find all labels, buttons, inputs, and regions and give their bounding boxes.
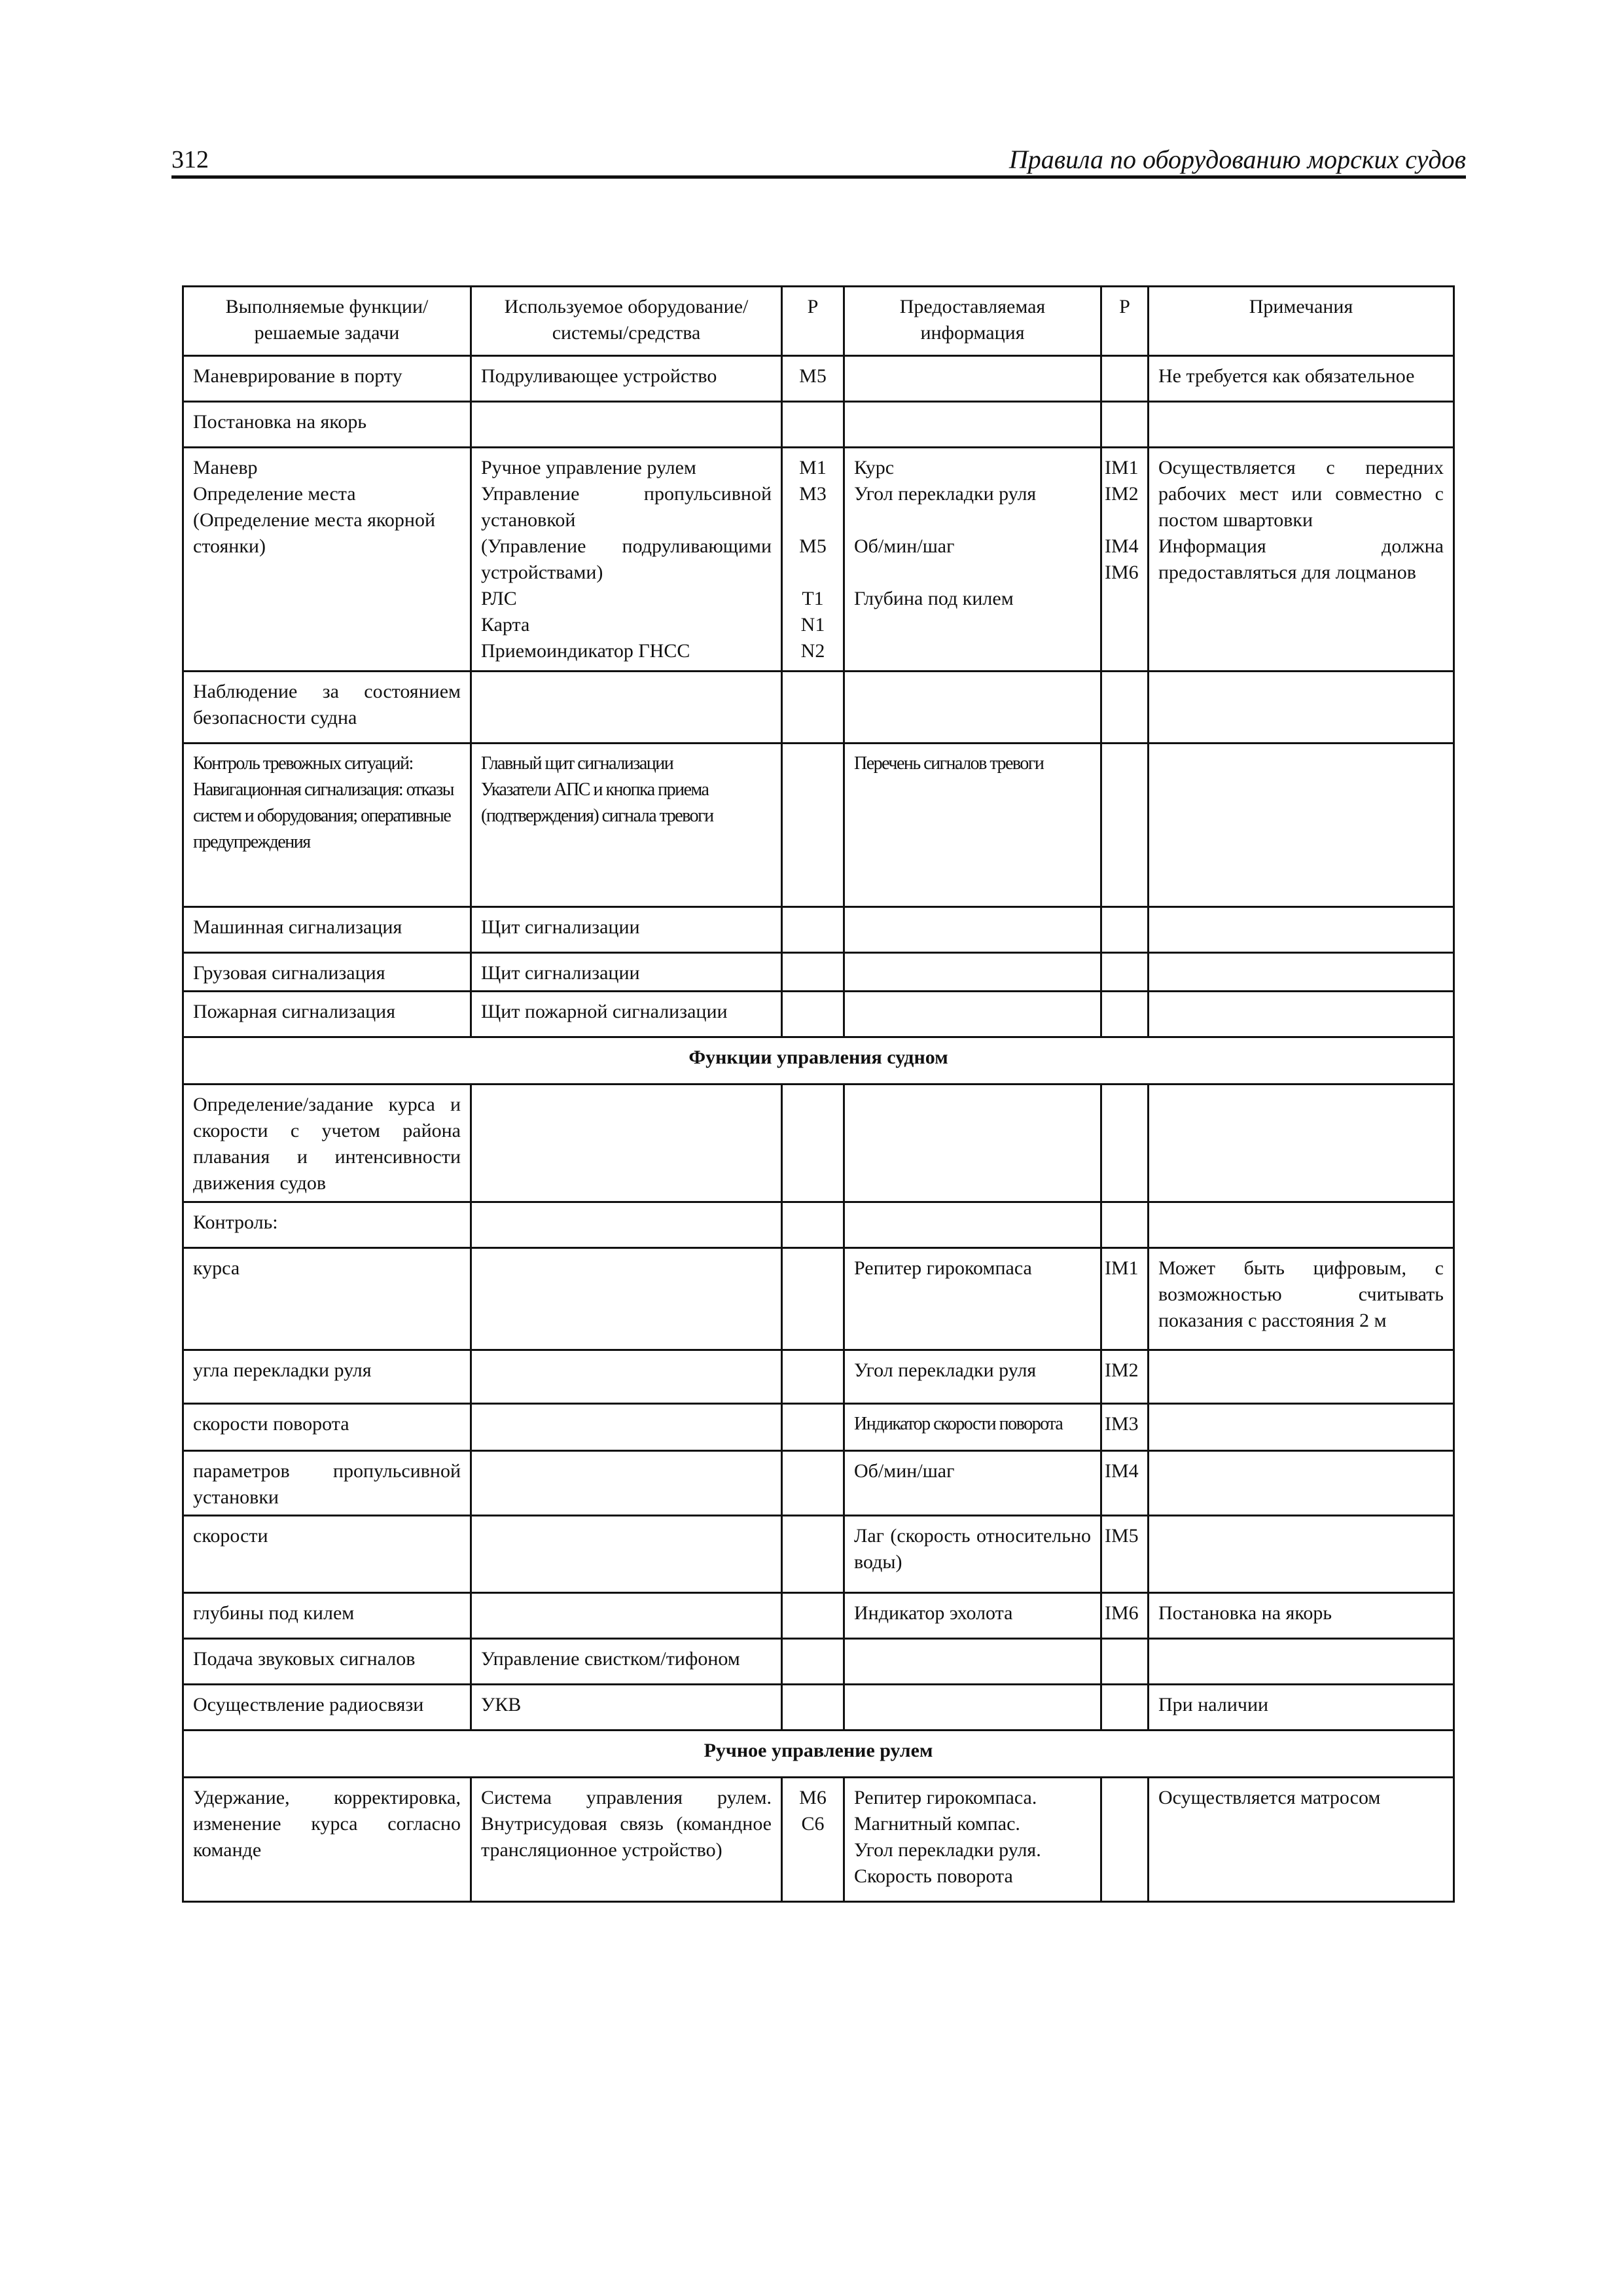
header-information: Предоставляемая информация xyxy=(844,287,1101,356)
table-row xyxy=(183,672,1454,744)
cell-p2 xyxy=(1101,992,1149,1037)
cell-notes: Может быть цифровым, с возможностью считывать показания с расстояния 2 м xyxy=(1149,1248,1454,1350)
table-header-row xyxy=(183,287,1454,356)
cell-equipment: Щит сигнализации xyxy=(471,953,782,992)
cell-equipment: Главный щит сигнализации Указатели АПС и кнопка приема (подтверждения) сигнала тревоги xyxy=(471,744,782,907)
cell-p1: M5 xyxy=(782,356,844,402)
cell-p1 xyxy=(782,1404,844,1451)
cell-notes xyxy=(1149,907,1454,953)
cell-information xyxy=(844,1685,1101,1731)
cell-equipment xyxy=(471,1202,782,1248)
cell-p2: IM6 xyxy=(1101,1593,1149,1639)
cell-information: Курс Угол перекладки руля Об/мин/шаг Глубина под килем xyxy=(844,448,1101,672)
table-row xyxy=(183,1404,1454,1451)
cell-information xyxy=(844,402,1101,448)
cell-p1 xyxy=(782,1685,844,1731)
cell-information xyxy=(844,1085,1101,1202)
cell-function: Маневрирование в порту xyxy=(183,356,471,402)
cell-function: Постановка на якорь xyxy=(183,402,471,448)
cell-p1 xyxy=(782,1202,844,1248)
cell-p2 xyxy=(1101,402,1149,448)
cell-p2: IM1 xyxy=(1101,1248,1149,1350)
cell-equipment: УКВ xyxy=(471,1685,782,1731)
cell-p1 xyxy=(782,907,844,953)
cell-notes xyxy=(1149,1516,1454,1593)
cell-equipment: Подруливающее устройство xyxy=(471,356,782,402)
cell-p2 xyxy=(1101,356,1149,402)
cell-p2: IM4 xyxy=(1101,1451,1149,1516)
cell-notes xyxy=(1149,992,1454,1037)
table-row xyxy=(183,1085,1454,1202)
header-p1: P xyxy=(782,287,844,356)
cell-function: Контроль: xyxy=(183,1202,471,1248)
cell-equipment xyxy=(471,1404,782,1451)
cell-function: Машинная сигнализация xyxy=(183,907,471,953)
cell-function: курса xyxy=(183,1248,471,1350)
cell-equipment xyxy=(471,1451,782,1516)
cell-equipment: Система управления рулем. Внутрисудовая связь (командное трансляционное устройство) xyxy=(471,1778,782,1902)
table-row xyxy=(183,356,1454,402)
table-row xyxy=(183,1778,1454,1902)
cell-equipment xyxy=(471,402,782,448)
cell-function: Контроль тревожных ситуаций: Навигационная сигнализация: отказы систем и оборудования; оперативные предупреждения xyxy=(183,744,471,907)
cell-notes xyxy=(1149,1350,1454,1404)
cell-function: Маневр Определение места (Определение места якорной стоянки) xyxy=(183,448,471,672)
running-title: Правила по оборудованию морских судов xyxy=(1008,145,1466,174)
cell-notes xyxy=(1149,953,1454,992)
table-row xyxy=(183,907,1454,953)
cell-information: Об/мин/шаг xyxy=(844,1451,1101,1516)
section-title-vessel-control: Функции управления судном xyxy=(183,1037,1454,1085)
cell-p2 xyxy=(1101,907,1149,953)
cell-function: Подача звуковых сигналов xyxy=(183,1639,471,1685)
cell-information xyxy=(844,1202,1101,1248)
cell-p1 xyxy=(782,744,844,907)
section-title-manual-steering: Ручное управление рулем xyxy=(183,1731,1454,1778)
cell-information xyxy=(844,1639,1101,1685)
cell-notes xyxy=(1149,1451,1454,1516)
cell-notes xyxy=(1149,1085,1454,1202)
cell-p1: M1 M3 M5 T1 N1 N2 xyxy=(782,448,844,672)
cell-p2 xyxy=(1101,1685,1149,1731)
cell-p2: IM1 IM2 IM4 IM6 xyxy=(1101,448,1149,672)
cell-notes: Осуществляется матросом xyxy=(1149,1778,1454,1902)
page-header xyxy=(171,145,1466,178)
cell-equipment: Управление свистком/тифоном xyxy=(471,1639,782,1685)
cell-equipment xyxy=(471,1516,782,1593)
cell-notes: Не требуется как обязательное xyxy=(1149,356,1454,402)
cell-p2: IM3 xyxy=(1101,1404,1149,1451)
cell-notes: При наличии xyxy=(1149,1685,1454,1731)
table-row xyxy=(183,1451,1454,1516)
cell-information: Лаг (скорость относительно воды) xyxy=(844,1516,1101,1593)
table-row xyxy=(183,1202,1454,1248)
cell-equipment: Ручное управление рулем Управление пропульсивной установкой (Управление подруливающими устройствами) РЛС Карта Приемоиндикатор ГНСС xyxy=(471,448,782,672)
header-equipment: Используемое оборудование/ системы/средства xyxy=(471,287,782,356)
cell-information: Репитер гирокомпаса. Магнитный компас. Угол перекладки руля. Скорость поворота xyxy=(844,1778,1101,1902)
cell-p1 xyxy=(782,953,844,992)
cell-p1 xyxy=(782,1516,844,1593)
cell-equipment xyxy=(471,1248,782,1350)
cell-function: параметров пропульсивной установки xyxy=(183,1451,471,1516)
table-row xyxy=(183,1248,1454,1350)
cell-function: Пожарная сигнализация xyxy=(183,992,471,1037)
table-row xyxy=(183,992,1454,1037)
cell-function: Удержание, корректировка, изменение курса согласно команде xyxy=(183,1778,471,1902)
cell-information: Репитер гирокомпаса xyxy=(844,1248,1101,1350)
cell-notes: Осуществляется с передних рабочих мест или совместно с постом швартовки Информация должна предоставляться для лоцманов xyxy=(1149,448,1454,672)
cell-function: глубины под килем xyxy=(183,1593,471,1639)
cell-p2 xyxy=(1101,672,1149,744)
table-row xyxy=(183,953,1454,992)
cell-p1 xyxy=(782,1350,844,1404)
cell-information: Перечень сигналов тревоги xyxy=(844,744,1101,907)
cell-function: скорости поворота xyxy=(183,1404,471,1451)
cell-p1 xyxy=(782,1593,844,1639)
header-p2: P xyxy=(1101,287,1149,356)
cell-p1 xyxy=(782,672,844,744)
cell-information xyxy=(844,953,1101,992)
cell-p2 xyxy=(1101,953,1149,992)
header-notes: Примечания xyxy=(1149,287,1454,356)
section-row xyxy=(183,1037,1454,1085)
cell-information: Индикатор эхолота xyxy=(844,1593,1101,1639)
cell-equipment xyxy=(471,672,782,744)
cell-notes xyxy=(1149,1202,1454,1248)
cell-p1 xyxy=(782,1248,844,1350)
cell-function: угла перекладки руля xyxy=(183,1350,471,1404)
table-row xyxy=(183,1685,1454,1731)
cell-p1 xyxy=(782,1451,844,1516)
cell-function: Наблюдение за состоянием безопасности судна xyxy=(183,672,471,744)
table-row xyxy=(183,402,1454,448)
cell-p1 xyxy=(782,1639,844,1685)
cell-information xyxy=(844,992,1101,1037)
cell-notes xyxy=(1149,402,1454,448)
header-functions: Выполняемые функции/ решаемые задачи xyxy=(183,287,471,356)
cell-equipment: Щит сигнализации xyxy=(471,907,782,953)
cell-p1 xyxy=(782,402,844,448)
section-row xyxy=(183,1731,1454,1778)
table-row xyxy=(183,744,1454,907)
cell-information xyxy=(844,356,1101,402)
cell-p1: M6 C6 xyxy=(782,1778,844,1902)
cell-p2: IM5 xyxy=(1101,1516,1149,1593)
cell-function: Определение/задание курса и скорости с учетом района плавания и интенсивности движения судов xyxy=(183,1085,471,1202)
cell-p2 xyxy=(1101,1639,1149,1685)
equipment-table xyxy=(182,285,1455,1903)
cell-equipment: Щит пожарной сигнализации xyxy=(471,992,782,1037)
cell-notes xyxy=(1149,1639,1454,1685)
cell-p2 xyxy=(1101,1085,1149,1202)
cell-p2 xyxy=(1101,1778,1149,1902)
cell-information: Индикатор скорости поворота xyxy=(844,1404,1101,1451)
cell-notes xyxy=(1149,672,1454,744)
cell-equipment xyxy=(471,1350,782,1404)
table-row xyxy=(183,448,1454,672)
table-row xyxy=(183,1593,1454,1639)
page-number: 312 xyxy=(171,146,209,173)
cell-function: скорости xyxy=(183,1516,471,1593)
cell-notes xyxy=(1149,744,1454,907)
cell-p1 xyxy=(782,992,844,1037)
cell-p2: IM2 xyxy=(1101,1350,1149,1404)
cell-information: Угол перекладки руля xyxy=(844,1350,1101,1404)
cell-information xyxy=(844,672,1101,744)
table-row xyxy=(183,1639,1454,1685)
table-row xyxy=(183,1350,1454,1404)
cell-p2 xyxy=(1101,744,1149,907)
cell-equipment xyxy=(471,1593,782,1639)
cell-function: Грузовая сигнализация xyxy=(183,953,471,992)
cell-notes xyxy=(1149,1404,1454,1451)
cell-equipment xyxy=(471,1085,782,1202)
header-rule xyxy=(171,175,1466,179)
cell-notes: Постановка на якорь xyxy=(1149,1593,1454,1639)
cell-p2 xyxy=(1101,1202,1149,1248)
cell-function: Осуществление радиосвязи xyxy=(183,1685,471,1731)
cell-p1 xyxy=(782,1085,844,1202)
table-row xyxy=(183,1516,1454,1593)
cell-information xyxy=(844,907,1101,953)
